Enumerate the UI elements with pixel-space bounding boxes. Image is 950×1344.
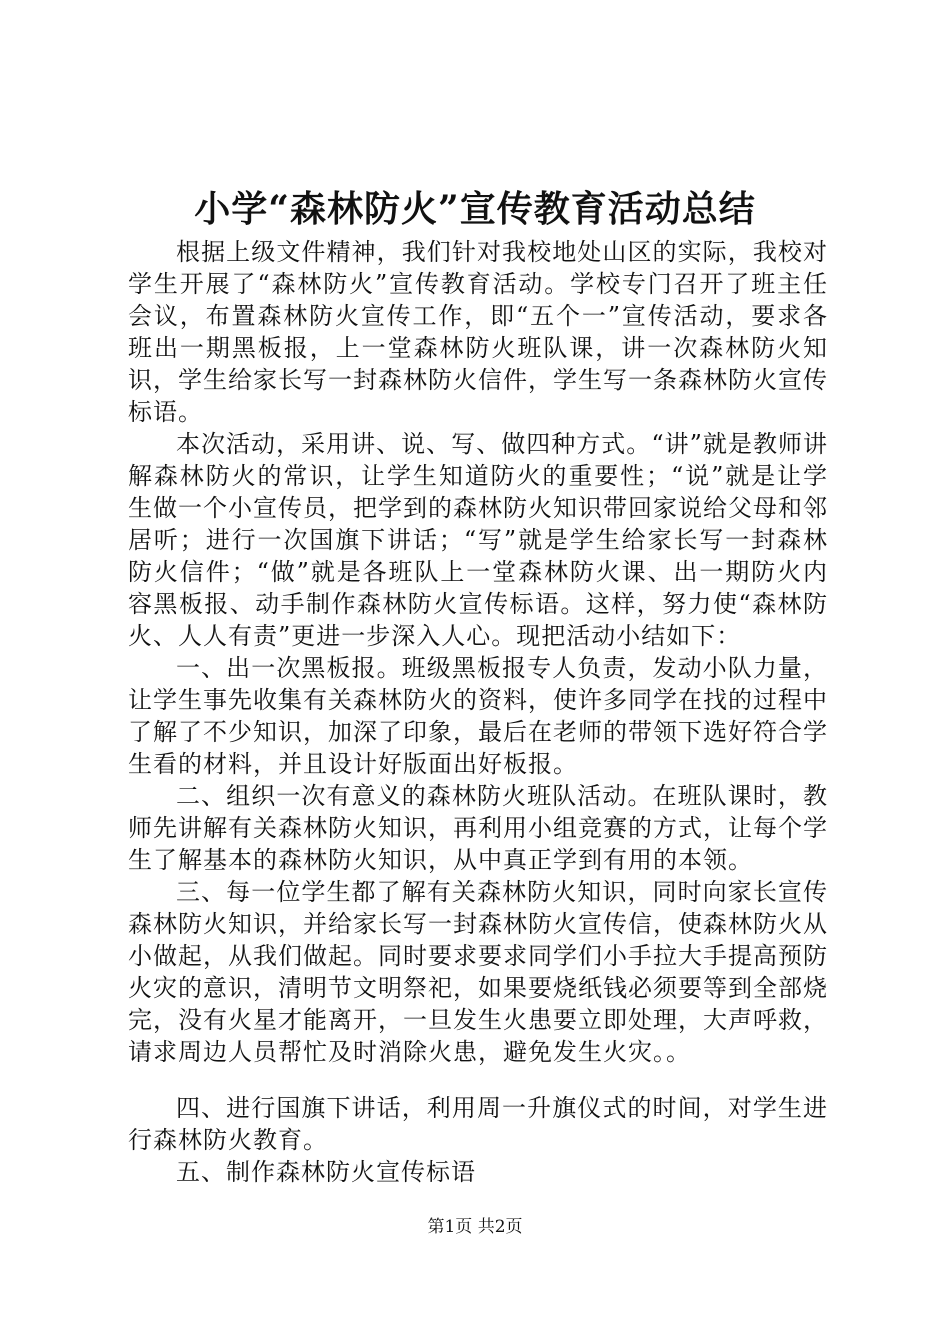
- paragraph-item-2: 二、组织一次有意义的森林防火班队活动。在班队课时，教师先讲解有关森林防火知识，再利用小组竞赛的方式，让每个学生了解基本的森林防火知识，从中真正学到有用的本领。: [128, 782, 828, 874]
- paragraph-item-4: 四、进行国旗下讲话，利用周一升旗仪式的时间，对学生进行森林防火教育。: [128, 1094, 828, 1154]
- paragraph-intro: 根据上级文件精神，我们针对我校地处山区的实际，我校对学生开展了“森林防火”宣传教育活动。学校专门召开了班主任会议，布置森林防火宣传工作，即“五个一”宣传活动，要求各班出一期黑板报，上一堂森林防火班队课，讲一次森林防火知识，学生给家长写一封森林防火信件，学生写一条森林防火宣传标语。: [128, 238, 828, 426]
- paragraph-item-1: 一、出一次黑板报。班级黑板报专人负责，发动小队力量，让学生事先收集有关森林防火的资料，使许多同学在找的过程中了解了不少知识，加深了印象，最后在老师的带领下选好符合学生看的材料，并且设计好版面出好板报。: [128, 654, 828, 778]
- paragraph-item-3: 三、每一位学生都了解有关森林防火知识，同时向家长宣传森林防火知识，并给家长写一封森林防火宣传信，使森林防火从小做起，从我们做起。同时要求要求同学们小手拉大手提高预防火灾的意识，清明节文明祭祀，如果要烧纸钱必须要等到全部烧完，没有火星才能离开，一旦发生火患要立即处理，大声呼救，请求周边人员帮忙及时消除火患，避免发生火灾。。: [128, 878, 828, 1066]
- document-body: [128, 236, 828, 1188]
- paragraph-item-5: 五、制作森林防火宣传标语: [176, 1158, 476, 1186]
- paragraph-spacer: [128, 1068, 828, 1092]
- document-title: 小学“森林防火”宣传教育活动总结: [194, 188, 756, 230]
- paragraph-methods: 本次活动，采用讲、说、写、做四种方式。“讲”就是教师讲解森林防火的常识，让学生知道防火的重要性；“说”就是让学生做一个小宣传员，把学到的森林防火知识带回家说给父母和邻居听；进行一次国旗下讲话；“写”就是学生给家长写一封森林防火信件；“做”就是各班队上一堂森林防火课、出一期防火内容黑板报、动手制作森林防火宣传标语。这样，努力使“森林防火、人人有责”更进一步深入人心。现把活动小结如下：: [128, 430, 828, 650]
- page-number-footer: 第1页 共2页: [427, 1217, 523, 1237]
